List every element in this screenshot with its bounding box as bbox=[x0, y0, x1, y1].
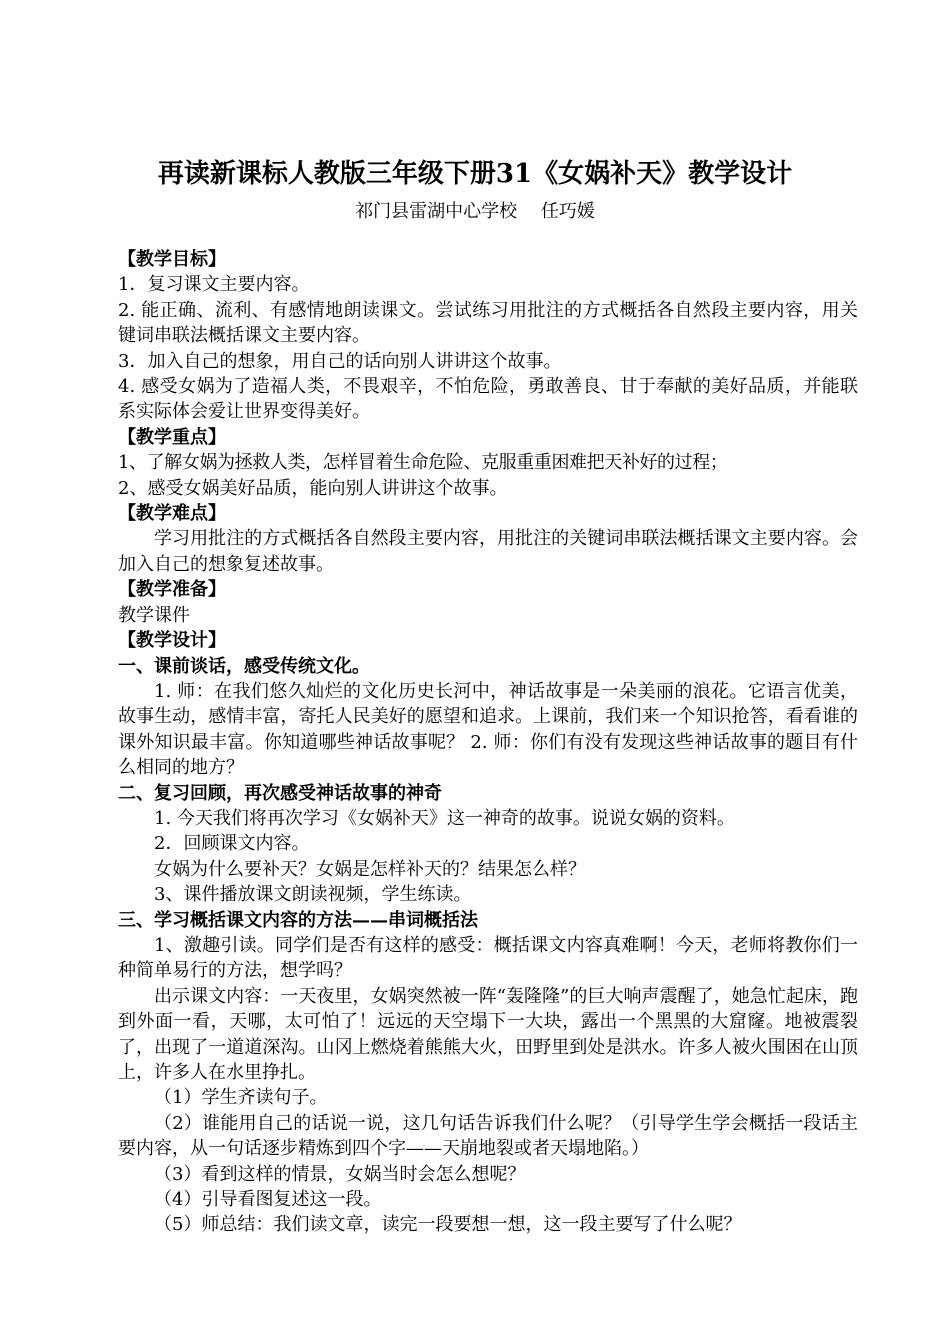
key-point-item: 1、了解女娲为拯救人类，怎样冒着生命危险、克服重重困难把天补好的过程； bbox=[118, 452, 728, 474]
section-heading-design: 【教学设计】 bbox=[118, 630, 226, 652]
preparation-text: 教学课件 bbox=[118, 604, 190, 626]
section-heading-preparation: 【教学准备】 bbox=[118, 579, 226, 601]
section-heading-goals: 【教学目标】 bbox=[118, 249, 226, 270]
author-line: 祁门县雷湖中心学校 任巧媛 bbox=[355, 201, 595, 222]
design-part3-heading: 三、学习概括课文内容的方法——串词概括法 bbox=[118, 909, 478, 931]
key-point-item: 2、感受女娲美好品质，能向别人讲讲这个故事。 bbox=[118, 477, 508, 499]
design-part2-line: 女娲为什么要补天？女娲是怎样补天的？结果怎么样？ bbox=[154, 858, 586, 880]
design-part3-intro: 1、激趣引读。同学们是否有这样的感受：概括课文内容真难啊！今天，老师将教你们一种简单易行的方法，想学吗？ bbox=[118, 934, 858, 982]
design-part2-line: 2．回顾课文内容。 bbox=[154, 833, 310, 855]
section-heading-key-points: 【教学重点】 bbox=[118, 426, 226, 448]
design-part1-heading: 一、课前谈话，感受传统文化。 bbox=[118, 655, 370, 677]
document-body bbox=[118, 247, 858, 1238]
goal-item: 4. 感受女娲为了造福人类，不畏艰辛，不怕危险，勇敢善良、甘于奉献的美好品质，并能联系实际体会爱让世界变得美好。 bbox=[118, 376, 858, 423]
design-part3-step: （5）师总结：我们读文章，读完一段要想一想，这一段主要写了什么呢？ bbox=[154, 1214, 742, 1236]
page-title: 再读新课标人教版三年级下册31《女娲补天》教学设计 bbox=[157, 159, 793, 189]
design-part3-step: （1）学生齐读句子。 bbox=[154, 1087, 328, 1109]
difficulties-text: 学习用批注的方式概括各自然段主要内容，用批注的关键词串联法概括课文主要内容。会加入自己的想象复述故事。 bbox=[118, 528, 858, 575]
goal-item: 1．复习课文主要内容。 bbox=[118, 274, 310, 296]
design-part3-step: （3）看到这样的情景，女娲当时会怎么想呢？ bbox=[154, 1163, 526, 1185]
design-part2-line: 1. 今天我们将再次学习《女娲补天》这一神奇的故事。说说女娲的资料。 bbox=[154, 807, 735, 829]
section-heading-difficulties: 【教学难点】 bbox=[118, 503, 226, 525]
design-part3-step: （2）谁能用自己的话说一说，这几句话告诉我们什么呢？（引导学生学会概括一段话主要内容，从一句话逐步精炼到四个字——天崩地裂或者天塌地陷。） bbox=[118, 1112, 858, 1160]
design-part1-text: 1. 师：在我们悠久灿烂的文化历史长河中，神话故事是一朵美丽的浪花。它语言优美，故事生动，感情丰富，寄托人民美好的愿望和追求。上课前，我们来一个知识抢答，看看谁的课外知识最丰富。你知道哪些神话故事呢？ 2. 师：你们有没有发现这些神话故事的题目有什么相同的地方？ bbox=[118, 680, 858, 779]
goal-item: 2. 能正确、流利、有感情地朗读课文。尝试练习用批注的方式概括各自然段主要内容，用关键词串联法概括课文主要内容。 bbox=[118, 299, 858, 347]
design-part3-excerpt: 出示课文内容：一天夜里，女娲突然被一阵“轰隆隆”的巨大响声震醒了，她急忙起床，跑到外面一看，天哪，太可怕了！远远的天空塌下一大块，露出一个黑黑的大窟窿。地被震裂了，出现了一道道深沟。山冈上燃烧着熊熊大火，田野里到处是洪水。许多人被火围困在山顶上，许多人在水里挣扎。 bbox=[118, 985, 858, 1083]
goal-item: 3．加入自己的想象，用自己的话向别人讲讲这个故事。 bbox=[118, 350, 562, 372]
design-part2-line: 3、课件播放课文朗读视频，学生练读。 bbox=[154, 884, 472, 906]
design-part2-heading: 二、复习回顾，再次感受神话故事的神奇 bbox=[118, 782, 442, 804]
design-part3-step: （4）引导看图复述这一段。 bbox=[154, 1189, 382, 1211]
